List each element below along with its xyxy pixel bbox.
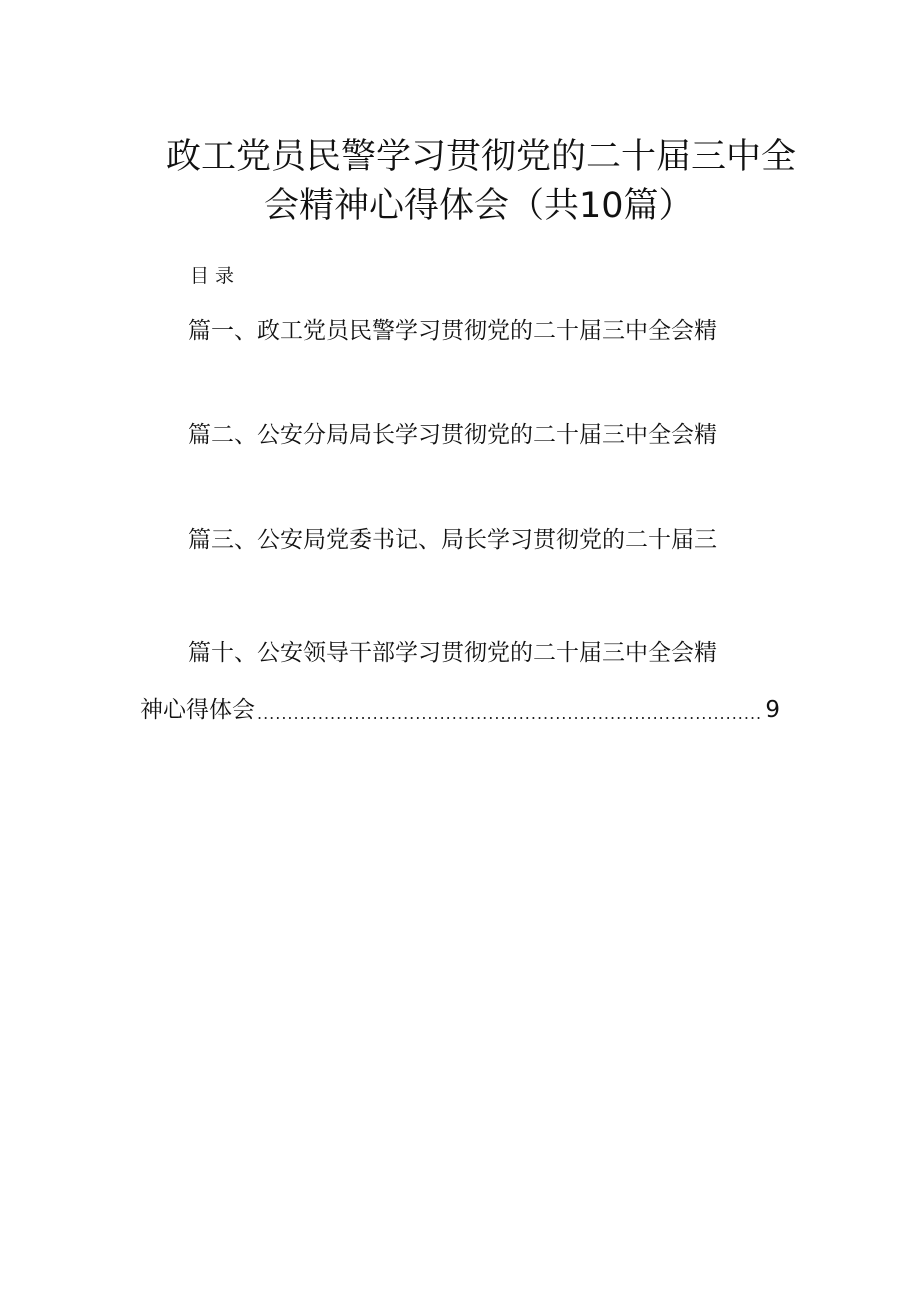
toc-entry-3[interactable]: 篇三、公安局党委书记、局长学习贯彻党的二十届三 (188, 527, 717, 553)
toc-dot-leader (257, 703, 761, 725)
toc-entry-2[interactable]: 篇二、公安分局局长学习贯彻党的二十届三中全会精 (188, 422, 717, 448)
toc-entry-1[interactable]: 篇一、政工党员民警学习贯彻党的二十届三中全会精 (188, 318, 717, 344)
toc-entry-10[interactable]: 篇十、公安领导干部学习贯彻党的二十届三中全会精 (188, 640, 717, 666)
document-title-line-2: 会精神心得体会（共10篇） (264, 186, 694, 226)
toc-heading: 目录 (190, 265, 241, 287)
toc-entry-10-continuation-text: 神心得体会 (140, 697, 255, 723)
document-title-line-1: 政工党员民警学习贯彻党的二十届三中全 (166, 137, 797, 177)
toc-page-number: 9 (765, 697, 780, 723)
toc-entry-10-continuation[interactable] (140, 693, 780, 725)
